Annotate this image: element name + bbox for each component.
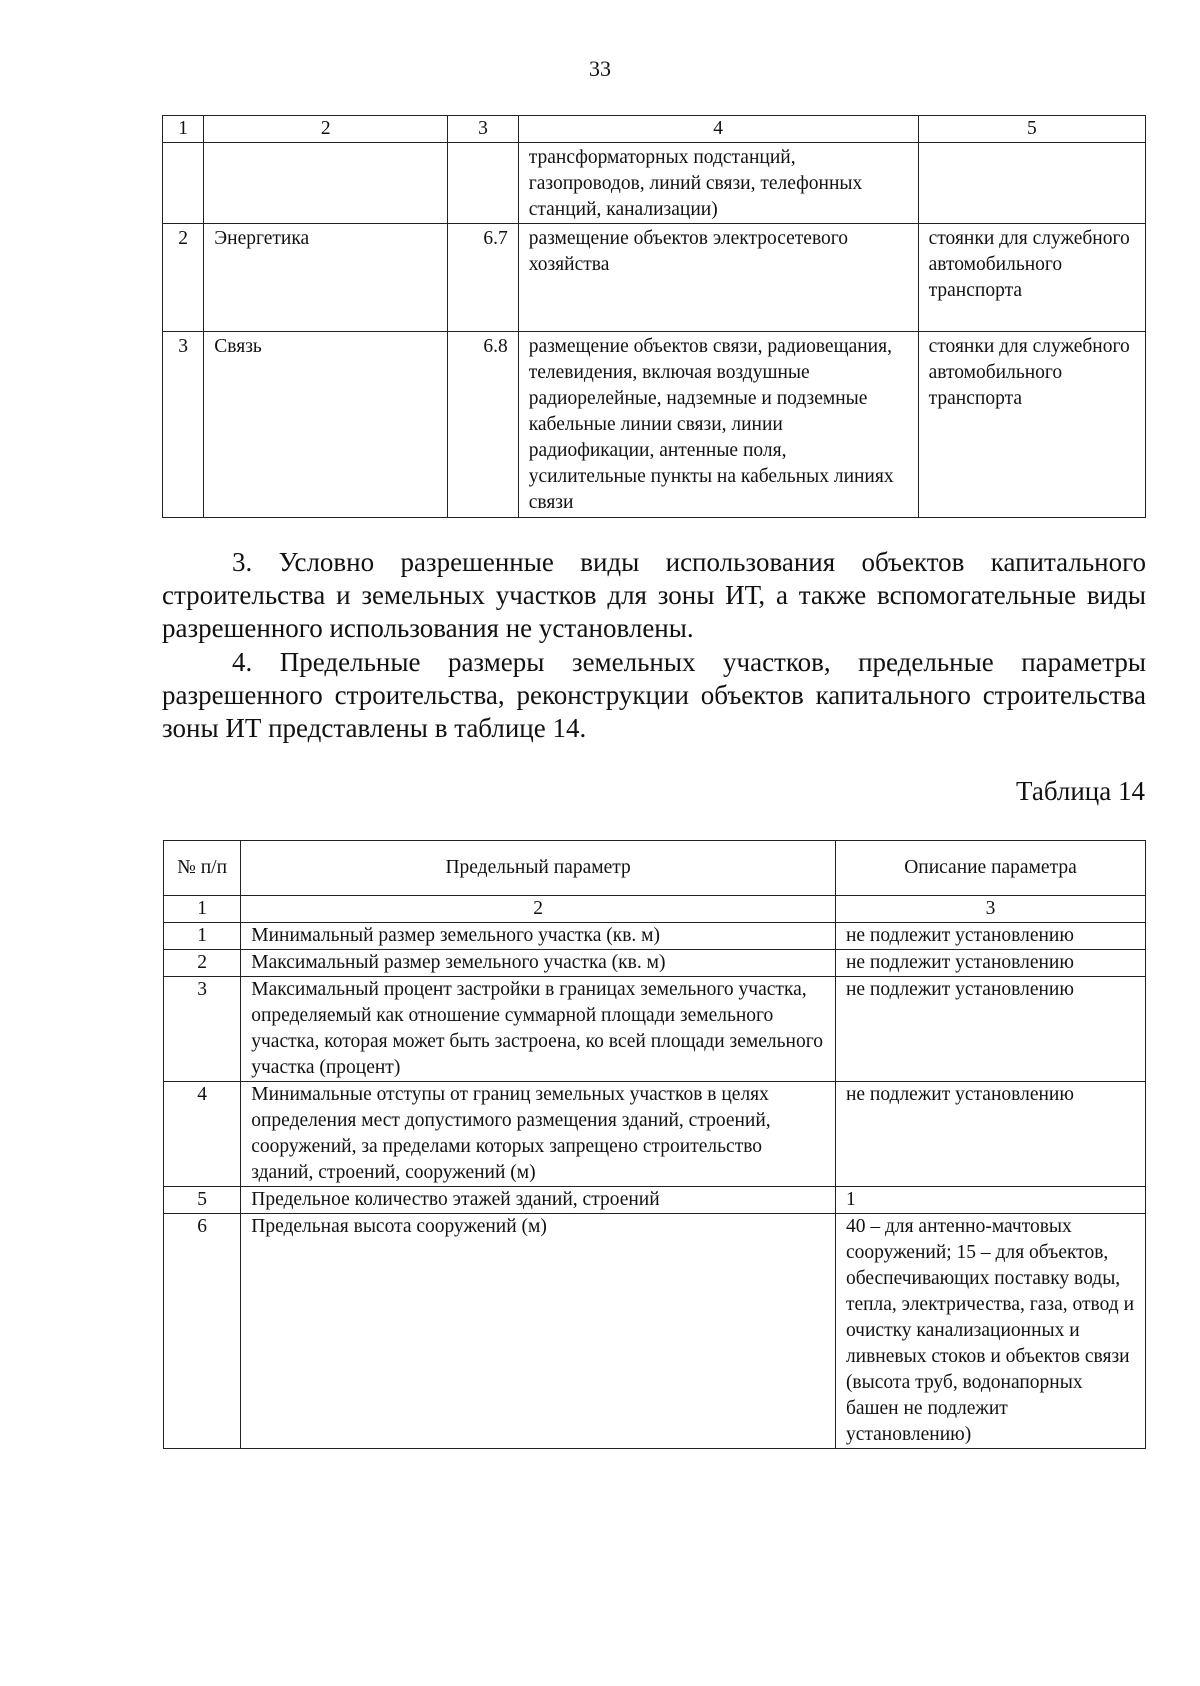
table-row <box>164 923 1146 950</box>
table-14 <box>163 840 1146 1449</box>
row-desc: не подлежит установлению <box>835 977 1145 1082</box>
col-number-2: 2 <box>204 116 448 143</box>
row-description: трансформаторных подстанций, газопроводов, линий связи, телефонных станций, канализации) <box>518 143 918 224</box>
header-param: Предельный параметр <box>241 841 836 896</box>
row-desc: не подлежит установлению <box>835 950 1145 977</box>
row-name: Связь <box>204 332 448 518</box>
header-desc: Описание параметра <box>835 841 1145 896</box>
row-description: размещение объектов связи, радиовещания, телевидения, включая воздушные радиорелейные, надземные и подземные кабельные линии связи, линии радиофикации, антенные поля, усилительные пункты на кабельных линиях связи <box>518 332 918 518</box>
row-desc: 1 <box>835 1187 1145 1214</box>
row-number: 6 <box>164 1214 241 1449</box>
row-code: 6.8 <box>448 332 518 518</box>
table-row <box>164 1214 1146 1449</box>
row-name: Энергетика <box>204 224 448 332</box>
col-number-3: 3 <box>835 896 1145 923</box>
table-row <box>164 950 1146 977</box>
page-number: 33 <box>589 56 611 81</box>
paragraph-4: 4. Предельные размеры земельных участков, предельные параметры разрешенного строительства, реконструкции объектов капитального строительства зоны ИТ представлены в таблице 14. <box>162 647 1146 743</box>
header-num: № п/п <box>164 841 241 896</box>
table-row <box>164 1082 1146 1187</box>
row-number <box>163 143 204 224</box>
row-param: Минимальные отступы от границ земельных участков в целях определения мест допустимого размещения зданий, строений, сооружений, за пределами которых запрещено строительство зданий, строений, сооружений (м) <box>241 1082 836 1187</box>
table-header-row <box>164 841 1146 896</box>
table-continued <box>162 115 1146 518</box>
row-desc: 40 – для антенно-мачтовых сооружений; 15 – для объектов, обеспечивающих поставку воды, тепла, электричества, газа, отвод и очистку канализационных и ливневых стоков и объектов связи (высота труб, водонапорных башен не подлежит установлению) <box>835 1214 1145 1449</box>
row-aux: стоянки для служебного автомобильного транспорта <box>918 332 1145 518</box>
paragraph-3: 3. Условно разрешенные виды использования объектов капитального строительства и земельных участков для зоны ИТ, а также вспомогательные виды разрешенного использования не установлены. <box>162 547 1146 643</box>
row-desc: не подлежит установлению <box>835 1082 1145 1187</box>
table-row <box>164 977 1146 1082</box>
col-number-2: 2 <box>241 896 836 923</box>
row-aux <box>918 143 1145 224</box>
table-row <box>163 224 1146 332</box>
row-name <box>204 143 448 224</box>
row-description: размещение объектов электросетевого хозяйства <box>518 224 918 332</box>
row-number: 4 <box>164 1082 241 1187</box>
row-number: 5 <box>164 1187 241 1214</box>
table-row <box>163 332 1146 518</box>
row-aux: стоянки для служебного автомобильного транспорта <box>918 224 1145 332</box>
col-number-5: 5 <box>918 116 1145 143</box>
col-number-4: 4 <box>518 116 918 143</box>
col-number-3: 3 <box>448 116 518 143</box>
col-number-1: 1 <box>163 116 204 143</box>
table-caption: Таблица 14 <box>1016 776 1145 806</box>
row-number: 3 <box>164 977 241 1082</box>
row-code <box>448 143 518 224</box>
table-column-numbers <box>163 116 1146 143</box>
row-param: Максимальный процент застройки в границах земельного участка, определяемый как отношение суммарной площади земельного участка, которая может быть застроена, ко всей площади земельного участка (процент) <box>241 977 836 1082</box>
row-number: 2 <box>164 950 241 977</box>
row-param: Предельное количество этажей зданий, строений <box>241 1187 836 1214</box>
row-param: Максимальный размер земельного участка (кв. м) <box>241 950 836 977</box>
row-number: 3 <box>163 332 204 518</box>
table-column-numbers <box>164 896 1146 923</box>
col-number-1: 1 <box>164 896 241 923</box>
row-param: Минимальный размер земельного участка (кв. м) <box>241 923 836 950</box>
row-code: 6.7 <box>448 224 518 332</box>
table-row <box>163 143 1146 224</box>
table-row <box>164 1187 1146 1214</box>
row-param: Предельная высота сооружений (м) <box>241 1214 836 1449</box>
row-number: 2 <box>163 224 204 332</box>
row-number: 1 <box>164 923 241 950</box>
row-desc: не подлежит установлению <box>835 923 1145 950</box>
